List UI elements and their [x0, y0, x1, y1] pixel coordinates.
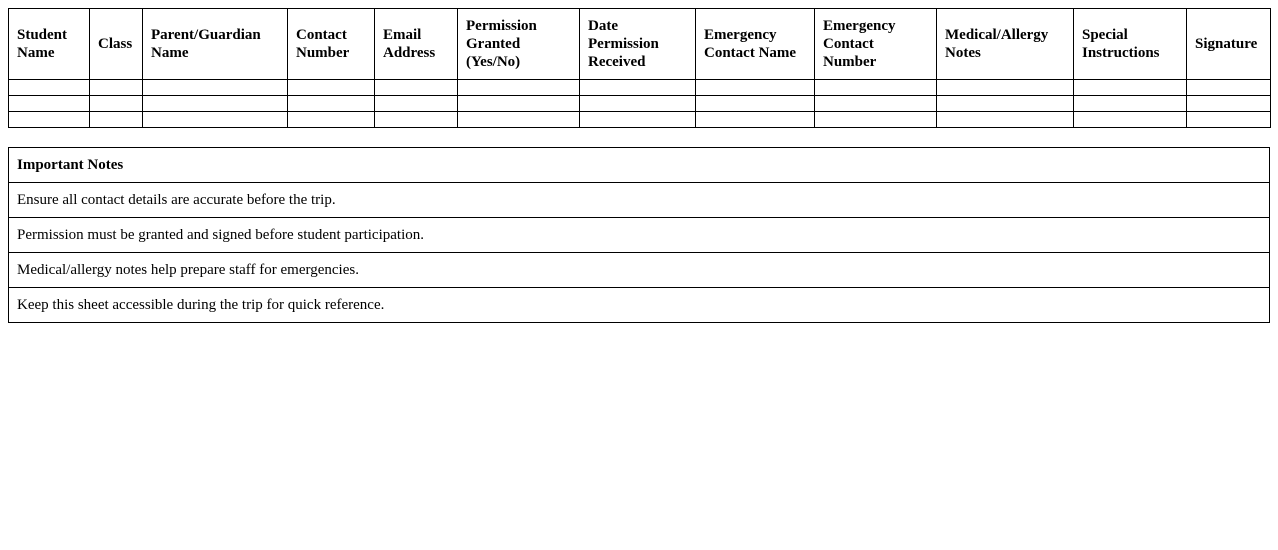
table-cell[interactable]: [90, 112, 143, 128]
table-cell[interactable]: [1074, 96, 1187, 112]
note-text: Medical/allergy notes help prepare staff for emergencies.: [9, 253, 1270, 288]
note-text: Ensure all contact details are accurate before the trip.: [9, 183, 1270, 218]
table-cell[interactable]: [815, 96, 937, 112]
header-permission-granted: Permission Granted (Yes/No): [458, 9, 580, 80]
table-cell[interactable]: [458, 80, 580, 96]
table-cell[interactable]: [288, 96, 375, 112]
header-date-permission-received: Date Permission Received: [580, 9, 696, 80]
table-row: [9, 80, 1271, 96]
note-text: Keep this sheet accessible during the trip for quick reference.: [9, 288, 1270, 323]
table-cell[interactable]: [937, 80, 1074, 96]
table-cell[interactable]: [288, 80, 375, 96]
header-medical-allergy-notes: Medical/Allergy Notes: [937, 9, 1074, 80]
list-item: [9, 183, 1270, 218]
table-row: [9, 96, 1271, 112]
table-cell[interactable]: [9, 112, 90, 128]
table-cell[interactable]: [1074, 112, 1187, 128]
important-notes-table: [8, 147, 1270, 323]
table-cell[interactable]: [696, 112, 815, 128]
header-class: Class: [90, 9, 143, 80]
list-item: [9, 288, 1270, 323]
table-cell[interactable]: [90, 80, 143, 96]
table-cell[interactable]: [375, 112, 458, 128]
table-row: [9, 112, 1271, 128]
header-emergency-contact-name: Emergency Contact Name: [696, 9, 815, 80]
header-email-address: Email Address: [375, 9, 458, 80]
table-cell[interactable]: [1074, 80, 1187, 96]
notes-heading-row: [9, 148, 1270, 183]
table-cell[interactable]: [580, 96, 696, 112]
table-cell[interactable]: [1187, 80, 1271, 96]
header-emergency-contact-number: Emergency Contact Number: [815, 9, 937, 80]
header-student-name: Student Name: [9, 9, 90, 80]
table-cell[interactable]: [143, 80, 288, 96]
table-cell[interactable]: [458, 112, 580, 128]
table-cell[interactable]: [9, 80, 90, 96]
list-item: [9, 218, 1270, 253]
table-cell[interactable]: [143, 96, 288, 112]
list-item: [9, 253, 1270, 288]
table-cell[interactable]: [9, 96, 90, 112]
table-cell[interactable]: [90, 96, 143, 112]
table-cell[interactable]: [815, 112, 937, 128]
header-special-instructions: Special Instructions: [1074, 9, 1187, 80]
table-cell[interactable]: [1187, 96, 1271, 112]
table-cell[interactable]: [375, 80, 458, 96]
table-cell[interactable]: [458, 96, 580, 112]
header-row: [9, 9, 1271, 80]
header-signature: Signature: [1187, 9, 1271, 80]
header-parent-guardian-name: Parent/Guardian Name: [143, 9, 288, 80]
header-contact-number: Contact Number: [288, 9, 375, 80]
table-cell[interactable]: [580, 112, 696, 128]
document-body: [8, 8, 1270, 323]
table-cell[interactable]: [815, 80, 937, 96]
table-cell[interactable]: [937, 112, 1074, 128]
table-cell[interactable]: [696, 96, 815, 112]
table-cell[interactable]: [288, 112, 375, 128]
permission-table: [8, 8, 1271, 128]
table-cell[interactable]: [580, 80, 696, 96]
table-cell[interactable]: [696, 80, 815, 96]
notes-heading: Important Notes: [9, 148, 1270, 183]
table-cell[interactable]: [1187, 112, 1271, 128]
table-cell[interactable]: [143, 112, 288, 128]
table-cell[interactable]: [375, 96, 458, 112]
table-cell[interactable]: [937, 96, 1074, 112]
note-text: Permission must be granted and signed before student participation.: [9, 218, 1270, 253]
